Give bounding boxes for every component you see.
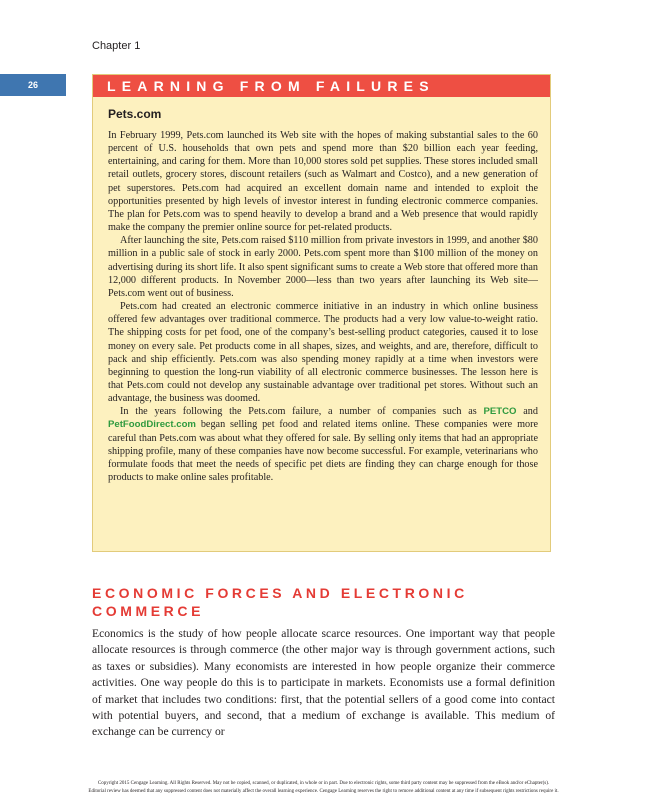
section-heading: ECONOMIC FORCES AND ELECTRONIC COMMERCE <box>92 585 468 619</box>
box-paragraph-4-text-a: In the years following the Pets.com failure, a number of companies such as <box>120 406 484 418</box>
box-body <box>108 129 538 484</box>
section-body: Economics is the study of how people allocate scarce resources. One important way that people allocate resources is through commerce (the other major way is through government actions, such as taxes or subsidies). Many economists are interested in how people organize their commerce activities. One way people do this is to participate in markets. Economists use a formal definition of market that includes two conditions: first, that the potential sellers of a good come into contact with potential buyers, and second, that a medium of exchange is available. This medium of exchange can be currency or <box>92 627 555 739</box>
box-paragraph-2: After launching the site, Pets.com raised $110 million from private investors in 1999, and another $80 million in a public sale of stock in early 2000. Pets.com spent more than $100 million of the money on advertising during its short life. It also spent significant sums to create a Web store that offered more than 12,000 different products. In November 2000—less than two years after launching its Web site—Pets.com went out of business. <box>108 235 538 299</box>
page-number: 26 <box>0 74 66 96</box>
box-paragraph-4 <box>108 405 538 484</box>
footer-line-2: Editorial review has deemed that any suppressed content does not materially affect the overall learning experience. Cengage Learning reserves the right to remove additional content at any time if subsequent rights restrictions require it. <box>88 789 559 794</box>
learning-from-failures-box <box>92 74 551 552</box>
petco-link[interactable]: PETCO <box>483 406 517 418</box>
box-subtitle: Pets.com <box>108 107 162 121</box>
box-paragraph-4-text-b: and <box>516 406 538 418</box>
box-paragraph-4-text-c: began selling pet food and related items online. These companies were more careful than Pets.com was about what they offered for sale. By selling only items that had an appropriate shipping profile, many of these companies have now become successful. For example, veterinarians who formulate foods that meet the needs of specific pet diets are finding they can charge enough for those products to make online sales profitable. <box>108 419 538 484</box>
petfooddirect-link[interactable]: PetFoodDirect.com <box>108 419 196 431</box>
chapter-label: Chapter 1 <box>92 40 141 52</box>
box-title: LEARNING FROM FAILURES <box>93 75 550 97</box>
box-paragraph-1: In February 1999, Pets.com launched its Web site with the hopes of making substantial sales to the 60 percent of U.S. households that own pets and spend more than $20 billion each year feeding, entertaining, and caring for them. More than 10,000 stores sold pet supplies. These stores included small retail outlets, grocery stores, discount retailers (such as Walmart and Costco), and a new generation of pet superstores. Pets.com had acquired an excellent domain name and intended to exploit the opportunities presented by high levels of investor interest in funding electronic commerce companies. The plan for Pets.com was to spend heavily to develop a brand and a Web presence that would rapidly make the company the premier online source for pet-related products. <box>108 130 538 234</box>
footer-line-1: Copyright 2015 Cengage Learning. All Rights Reserved. May not be copied, scanned, or duplicated, in whole or in part. Due to electronic rights, some third party content may be suppressed from the eBook and/or eChapter(s). <box>97 781 550 786</box>
box-paragraph-3: Pets.com had created an electronic commerce initiative in an industry in which online business offered few advantages over traditional commerce. The products had a very low value-to-weight ratio. The shipping costs for pet food, one of the company’s best-selling product categories, caused it to lose money on every sale. Pet products come in all shapes, sizes, and weights, and are, therefore, difficult to pack and ship efficiently. Pets.com was also spending money rapidly at a time when investors were beginning to question the long-run viability of all electronic commerce businesses. The lesson here is that Pets.com could not develop any sustainable advantage over traditional pet stores. Without such an advantage, the business was doomed. <box>108 301 538 405</box>
copyright-footer <box>0 780 647 796</box>
